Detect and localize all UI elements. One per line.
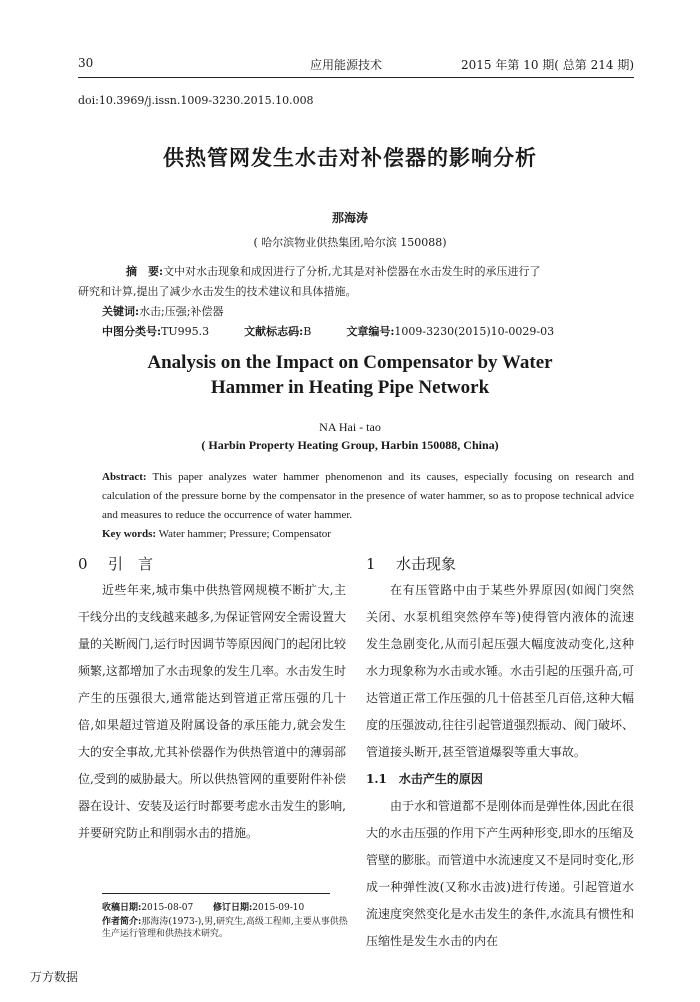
abstract-en-label: Abstract:: [102, 471, 147, 483]
keywords-en: [102, 525, 634, 544]
received-label: 收稿日期:: [102, 903, 142, 913]
page-number: 30: [78, 56, 94, 70]
doc-code-value: B: [303, 325, 312, 338]
header-rule: [78, 77, 634, 78]
affiliation-cn: ( 哈尔滨物业供热集团,哈尔滨 150088): [253, 236, 447, 249]
journal-name: 应用能源技术: [310, 58, 383, 72]
bio-label: 作者简介:: [102, 917, 142, 927]
title-en-line2: Hammer in Heating Pipe Network: [210, 377, 490, 398]
received-date: 2015-08-07: [141, 903, 194, 913]
abstract-cn: [78, 262, 634, 342]
issue-info: 2015 年第 10 期( 总第 214 期): [461, 58, 634, 72]
author-en: NA Hai - tao: [319, 420, 381, 434]
keywords-label: 关键词:: [102, 305, 140, 318]
clc-value: TU995.3: [161, 325, 210, 338]
subsection-1-1-paragraph: 由于水和管道都不是刚体而是弹性体,因此在很大的水击压强的作用下产生两种形变,即水的压缩及管壁的膨胀。而管道中水流速度又不是同时变化,形成一种弹性波(又称水击波)进行传递。引起管道水流速度突然变化是水击发生的条件,水流具有惯性和压缩性是发生水击的内在: [366, 799, 634, 948]
footnote-rule: [102, 893, 330, 894]
title-en: [0, 350, 700, 400]
bio-text: 那海涛(1973-),男,研究生,高级工程师,主要从事供热生产运行管理和供热技术研究。: [102, 917, 348, 939]
abstract-text-2: 研究和计算,提出了减少水击发生的技术建议和具体措施。: [78, 285, 357, 298]
section-1-heading: [366, 553, 456, 574]
section-0-number: 0: [78, 555, 88, 573]
abstract-text-1: 文中对水击现象和成因进行了分析,尤其是对补偿器在水击发生时的承压进行了: [163, 265, 541, 278]
doc-code-label: 文献标志码:: [244, 325, 304, 338]
affiliation-en: ( Harbin Property Heating Group, Harbin 150088, China): [201, 438, 499, 452]
watermark: 万方数据: [30, 970, 79, 984]
section-0-heading: [78, 553, 153, 574]
section-1-number: 1: [366, 555, 376, 573]
title-cn: 供热管网发生水击对补偿器的影响分析: [163, 145, 537, 170]
revised-date: 2015-09-10: [252, 903, 305, 913]
section-1-body: [366, 577, 634, 955]
section-0-title: 引 言: [108, 555, 154, 573]
revised-label: 修订日期:: [212, 903, 253, 913]
footnote-dates: [102, 902, 348, 914]
classification-line: [102, 322, 634, 342]
keywords-en-text: Water hammer; Pressure; Compensator: [158, 528, 331, 540]
abstract-label: 摘 要:: [126, 265, 164, 278]
title-en-line1: Analysis on the Impact on Compensator by Water: [147, 352, 553, 373]
abstract-en: [102, 468, 634, 544]
section-0-body: [78, 577, 346, 847]
article-no-value: 1009-3230(2015)10-0029-03: [394, 325, 555, 338]
section-0-paragraph: 近些年来,城市集中供热管网规模不断扩大,主干线分出的支线越来越多,为保证管网安全需设置大量的关断阀门,运行时因调节等原因阀门的起闭比较频繁,这都增加了水击现象的发生几率。水击发生时产生的压强很大,通常能达到管道正常压强的几十倍,如果超过管道及附属设备的承压能力,就会发生大的安全事故,尤其补偿器作为供热管道中的薄弱部位,受到的威胁最大。所以供热管网的重要附件补偿器在设计、安装及运行时都要考虑水击发生的影响,并要研究防止和削弱水击的措施。: [78, 583, 346, 840]
author-cn: 那海涛: [331, 211, 368, 225]
section-1-title: 水击现象: [396, 555, 457, 573]
abstract-en-body: [102, 468, 634, 525]
subsection-1-1-title: 1.1 水击产生的原因: [366, 772, 483, 786]
keywords-text: 水击;压强;补偿器: [139, 305, 224, 318]
article-no-label: 文章编号:: [346, 325, 395, 338]
footnote-bio: [102, 916, 348, 940]
keywords-cn: [102, 302, 634, 322]
abstract-cn-line1: [102, 262, 634, 282]
doi: doi:10.3969/j.issn.1009-3230.2015.10.008: [78, 94, 314, 107]
keywords-en-label: Key words:: [102, 528, 157, 540]
clc-label: 中图分类号:: [102, 325, 162, 338]
section-1-paragraph: 在有压管路中由于某些外界原因(如阀门突然关闭、水泵机组突然停车等)使得管内液体的流速发生急剧变化,从而引起压强大幅度波动变化,这种水力现象称为水击或水锤。水击引起的压强升高,可达管道正常工作压强的几十倍甚至几百倍,这种大幅度的压强波动,往往引起管道强烈振动、阀门破坏、管道接头断开,甚至管道爆裂等重大事故。: [366, 583, 634, 759]
abstract-en-text: This paper analyzes water hammer phenomenon and its causes, especially focusing on research and calculation of the pressure borne by the compensator in the presence of water hammer, so as to propose technical advice and measures to reduce the occurrence of water hammer.: [102, 471, 634, 521]
